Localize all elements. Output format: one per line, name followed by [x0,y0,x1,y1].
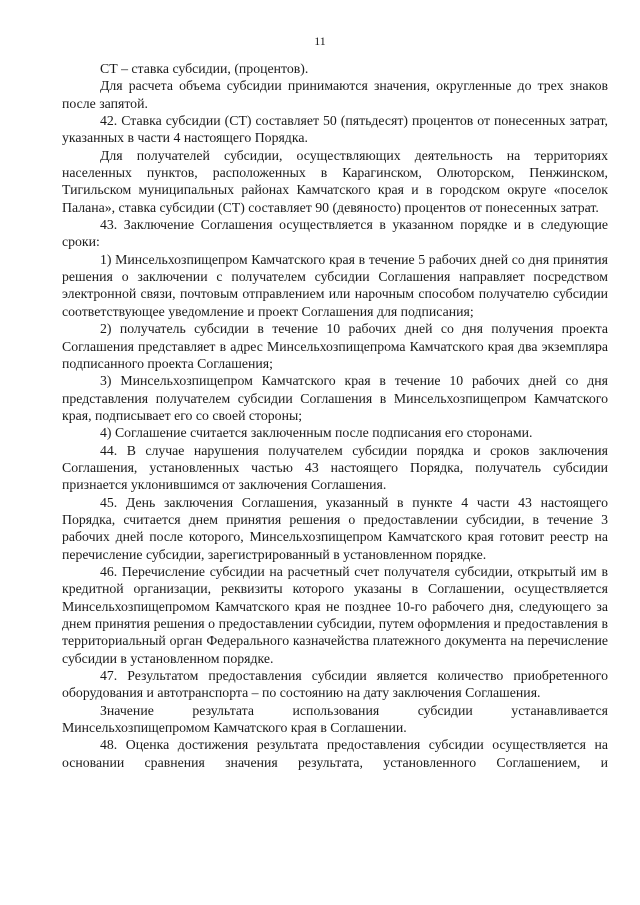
paragraph-st-definition: СТ – ставка субсидии, (процентов). [100,61,309,76]
paragraph-42-northern-rate: Для получателей субсидии, осуществляющих деятельность на территориях населенных пунктов, расположенных в Карагинском, Олюторском, Пенжинском, Тигильском муниципальных районах Камчатского края и в городском округе «поселок Палана», ставка субсидии (СТ) составляет 90 (девяносто) процентов от понесенных затрат. [62,147,608,215]
paragraph-43: 43. Заключение Соглашения осуществляется в указанном порядке и в следующие сроки: [62,217,608,250]
page-number: 11 [314,34,326,48]
paragraph-45: 45. День заключения Соглашения, указанный в пункте 4 части 43 настоящего Порядка, считается днем принятия решения о предоставлении субсидии, в течение 3 рабочих дней после которого, Минсельхозпищепром Камчатского края готовит реестр на перечисление субсидии, зарегистрированный в установленном порядке. [62,494,608,562]
paragraph-42: 42. Ставка субсидии (СТ) составляет 50 (пятьдесят) процентов от понесенных затрат, указанных в части 4 настоящего Порядка. [62,113,608,146]
paragraph-48: 48. Оценка достижения результата предоставления субсидии осуществляется на основании сравнения значения результата, установленного Соглашением, и [62,737,608,770]
paragraph-43-item-2: 2) получатель субсидии в течение 10 рабочих дней со дня получения проекта Соглашения представляет в адрес Минсельхозпищепрома Камчатского края два экземпляра подписанного проекта Соглашения; [62,321,608,371]
paragraph-rounding: Для расчета объема субсидии принимаются значения, округленные до трех знаков после запятой. [62,78,608,111]
paragraph-44: 44. В случае нарушения получателем субсидии порядка и сроков заключения Соглашения, установленных частью 43 настоящего Порядка, получатель субсидии признается уклонившимся от заключения Соглашения. [62,442,608,493]
document-body [62,60,608,771]
paragraph-43-item-4: 4) Соглашение считается заключенным после подписания его сторонами. [100,425,533,441]
paragraph-46: 46. Перечисление субсидии на расчетный счет получателя субсидии, открытый им в кредитной организации, реквизиты которого указаны в Соглашении, осуществляется Минсельхозпищепромом Камчатского края не позднее 10-го рабочего дня, следующего за днем принятия решения о предоставлении субсидии, путем оформления и предоставления в территориальный орган Федерального казначейства платежного документа на перечисление субсидии в установленном порядке. [62,563,608,666]
paragraph-47-result-value: Значение результата использования субсидии устанавливается Минсельхозпищепромом Камчатского края в Соглашении. [62,702,608,736]
paragraph-47: 47. Результатом предоставления субсидии является количество приобретенного оборудования и автотранспорта – по состоянию на дату заключения Соглашения. [62,668,608,701]
paragraph-43-item-1: 1) Минсельхозпищепром Камчатского края в течение 5 рабочих дней со дня принятия решения о заключении с получателем субсидии Соглашения направляет посредством электронной связи, почтовым отправлением или нарочным способом получателю субсидии соответствующее уведомление и проект Соглашения для подписания; [62,251,608,319]
paragraph-43-item-3: 3) Минсельхозпищепром Камчатского края в течение 10 рабочих дней со дня представления получателем субсидии Соглашения в Минсельхозпищепром Камчатского края, подписывает его со своей стороны; [62,373,608,423]
